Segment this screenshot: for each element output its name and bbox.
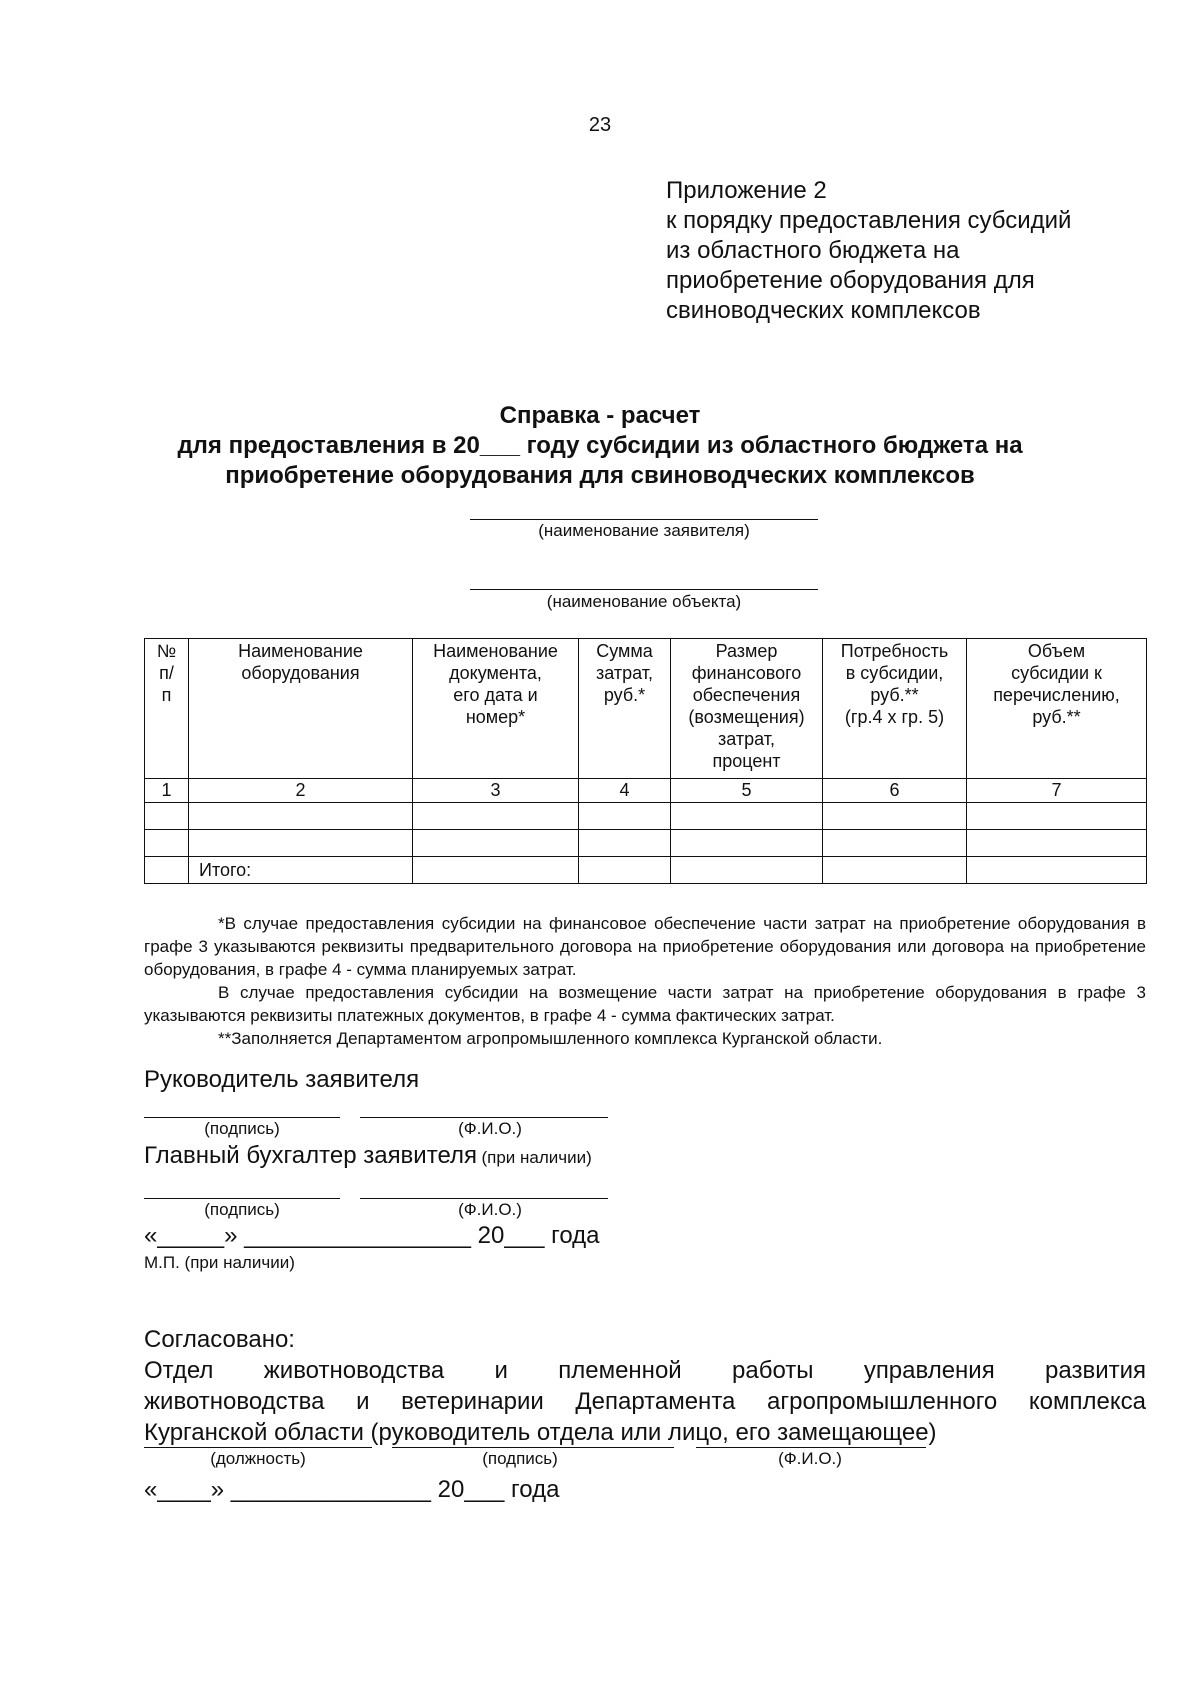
table-cell[interactable]: [579, 857, 671, 884]
signature-caption: (подпись): [204, 1200, 280, 1219]
column-number: 7: [967, 779, 1147, 803]
column-number: 2: [189, 779, 413, 803]
agreed-line: животноводства и ветеринарии Департамента агропромышленного комплекса: [144, 1388, 1146, 1415]
agreed-signature-line[interactable]: [392, 1447, 674, 1448]
column-header-equipment: Наименование оборудования: [189, 639, 413, 779]
applicant-caption: (наименование заявителя): [538, 521, 750, 540]
footnote-planned: *В случае предоставления субсидии на финансовое обеспечение части затрат на приобретение оборудования в графе 3 указываются реквизиты предварительного договора на приобретение оборудования или договора на приобретение оборудования, в графе 4 - сумма планируемых затрат.: [144, 914, 1146, 979]
table-cell[interactable]: [823, 803, 967, 830]
position-caption: (должность): [210, 1449, 306, 1468]
head-signature-line[interactable]: [144, 1117, 340, 1118]
appendix-block: [666, 176, 1071, 326]
fio-caption: (Ф.И.О.): [458, 1200, 522, 1219]
table-cell[interactable]: [967, 857, 1147, 884]
fio-caption: (Ф.И.О.): [458, 1119, 522, 1138]
footnote-department: **Заполняется Департаментом агропромышленного комплекса Курганской области.: [218, 1029, 883, 1048]
appendix-line: свиноводческих комплексов: [666, 297, 981, 324]
accountant-note: (при наличии): [481, 1148, 592, 1167]
table-cell[interactable]: [967, 803, 1147, 830]
position-line[interactable]: [144, 1447, 372, 1448]
footnotes: [144, 912, 1146, 1050]
accountant-row: [144, 1142, 592, 1170]
agreed-line: Курганской области (руководитель отдела или лицо, его замещающее): [144, 1419, 937, 1446]
signature-caption: (подпись): [482, 1449, 558, 1468]
total-label: Итого:: [189, 857, 413, 884]
fio-caption: (Ф.И.О.): [778, 1449, 842, 1468]
applicant-name-line[interactable]: [470, 519, 818, 520]
agreed-line: Отдел животноводства и племенной работы управления развития: [144, 1357, 1146, 1384]
column-header-document: Наименование документа, его дата и номер*: [413, 639, 579, 779]
head-fio-line[interactable]: [360, 1117, 608, 1118]
calculation-table: [144, 638, 1147, 884]
column-header-volume: Объем субсидии к перечислению, руб.**: [967, 639, 1147, 779]
table-cell[interactable]: [671, 857, 823, 884]
table-cell[interactable]: [671, 803, 823, 830]
applicant-date-line: «_____» _________________ 20___ года: [144, 1222, 600, 1249]
column-number: 3: [413, 779, 579, 803]
agreement-block: [144, 1324, 1146, 1448]
column-number: 6: [823, 779, 967, 803]
object-caption: (наименование объекта): [546, 592, 742, 611]
document-title: Справка - расчет: [499, 402, 701, 429]
page-number: 23: [588, 114, 612, 136]
table-cell[interactable]: [967, 830, 1147, 857]
table-header-row: [145, 639, 1147, 779]
column-header-number: № п/ п: [145, 639, 189, 779]
column-header-cost: Сумма затрат, руб.*: [579, 639, 671, 779]
table-cell[interactable]: [145, 830, 189, 857]
table-cell[interactable]: [579, 830, 671, 857]
total-row: [145, 857, 1147, 884]
document-subtitle-line: приобретение оборудования для свиноводческих комплексов: [225, 462, 975, 489]
table-cell[interactable]: [413, 803, 579, 830]
appendix-line: приобретение оборудования для: [666, 267, 1035, 294]
appendix-line: из областного бюджета на: [666, 237, 960, 264]
table-row: [145, 830, 1147, 857]
column-header-need: Потребность в субсидии, руб.** (гр.4 х гр. 5): [823, 639, 967, 779]
table-cell[interactable]: [145, 803, 189, 830]
column-number-row: [145, 779, 1147, 803]
document-subtitle-line: для предоставления в 20___ году субсидии из областного бюджета на: [177, 432, 1023, 459]
stamp-note: М.П. (при наличии): [144, 1253, 295, 1272]
column-number: 4: [579, 779, 671, 803]
accountant-label: Главный бухгалтер заявителя: [144, 1142, 477, 1169]
signature-caption: (подпись): [204, 1119, 280, 1138]
column-number: 1: [145, 779, 189, 803]
table-cell[interactable]: [189, 830, 413, 857]
footnote-actual: В случае предоставления субсидии на возмещение части затрат на приобретение оборудования в графе 3 указываются реквизиты платежных документов, в графе 4 - сумма фактических затрат.: [144, 983, 1146, 1025]
accountant-signature-line[interactable]: [144, 1198, 340, 1199]
table-cell[interactable]: [189, 803, 413, 830]
table-cell[interactable]: [413, 830, 579, 857]
object-name-line[interactable]: [470, 589, 818, 590]
table-cell[interactable]: [413, 857, 579, 884]
column-number: 5: [671, 779, 823, 803]
agreed-fio-line[interactable]: [696, 1447, 926, 1448]
accountant-fio-line[interactable]: [360, 1198, 608, 1199]
agreed-label: Согласовано:: [144, 1326, 295, 1353]
agreed-date-line: «____» _______________ 20___ года: [144, 1476, 560, 1503]
table-row: [145, 803, 1147, 830]
table-cell[interactable]: [145, 857, 189, 884]
table-cell[interactable]: [671, 830, 823, 857]
table-cell[interactable]: [579, 803, 671, 830]
appendix-line: к порядку предоставления субсидий: [666, 207, 1072, 234]
appendix-line: Приложение 2: [666, 177, 827, 204]
table-cell[interactable]: [823, 830, 967, 857]
column-header-share: Размер финансового обеспечения (возмещения) затрат, процент: [671, 639, 823, 779]
table-cell[interactable]: [823, 857, 967, 884]
head-label: Руководитель заявителя: [144, 1066, 420, 1093]
